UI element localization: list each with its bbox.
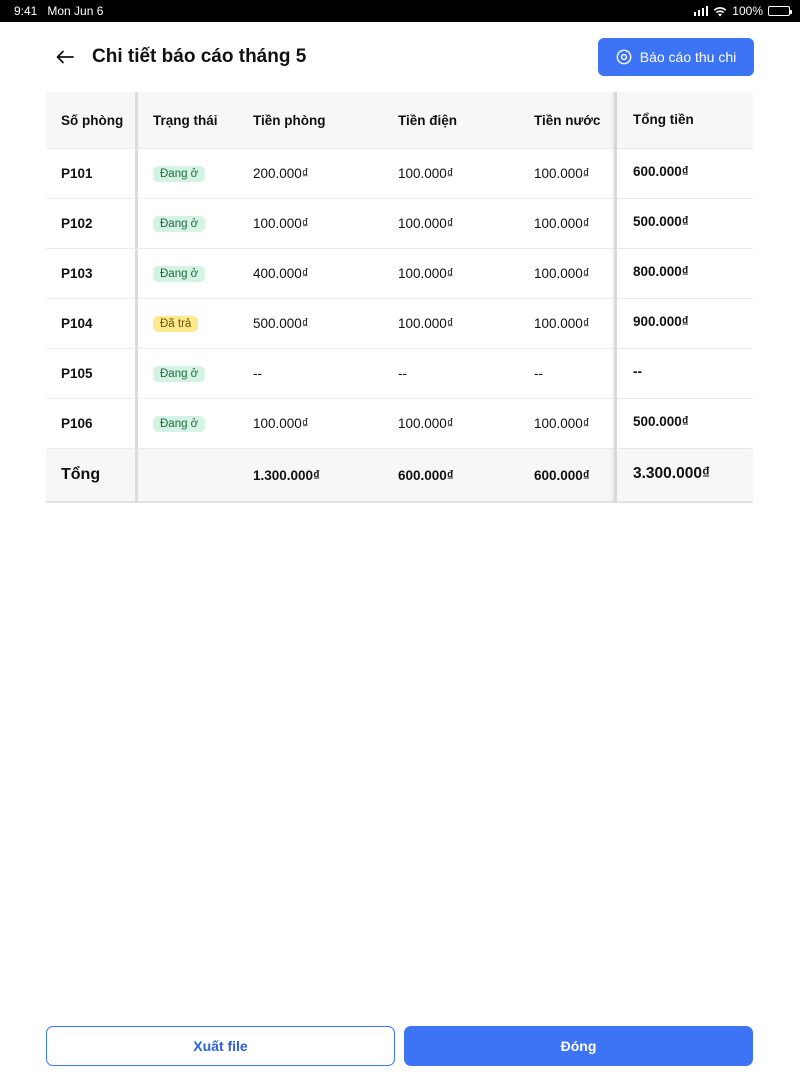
electric-cell: 100.000₫ (390, 299, 534, 349)
wifi-icon (713, 6, 727, 17)
electric-cell: 100.000₫ (390, 399, 534, 449)
status-cell (138, 349, 236, 399)
total-cell: -- (614, 349, 753, 399)
water-cell: 100.000₫ (534, 299, 614, 349)
total-cell: 500.000₫ (614, 399, 753, 449)
total-rent: 1.300.000₫ (236, 449, 390, 503)
electric-cell: 100.000₫ (390, 199, 534, 249)
arrow-left-icon (56, 50, 74, 64)
total-cell: 500.000₫ (614, 199, 753, 249)
rent-cell: 100.000₫ (236, 199, 390, 249)
status-badge: Đang ở (153, 266, 205, 282)
page-title: Chi tiết báo cáo tháng 5 (92, 46, 307, 67)
water-cell: 100.000₫ (534, 199, 614, 249)
water-cell: 100.000₫ (534, 149, 614, 199)
close-button[interactable]: Đóng (404, 1026, 753, 1066)
room-cell: P105 (46, 349, 138, 399)
rent-cell: -- (236, 349, 390, 399)
status-cell (138, 199, 236, 249)
room-cell: P106 (46, 399, 138, 449)
status-badge: Đang ở (153, 416, 205, 432)
status-badge: Đang ở (153, 216, 205, 232)
room-cell: P101 (46, 149, 138, 199)
table-row[interactable] (46, 199, 753, 249)
table-row[interactable] (46, 149, 753, 199)
status-badge: Đã trả (153, 316, 198, 332)
report-button-label: Báo cáo thu chi (639, 49, 737, 65)
status-date: Mon Jun 6 (47, 4, 104, 18)
rent-cell: 100.000₫ (236, 399, 390, 449)
rent-cell: 200.000₫ (236, 149, 390, 199)
report-table (46, 92, 753, 503)
total-water: 600.000₫ (534, 449, 614, 503)
status-bar (0, 0, 800, 22)
table-row[interactable] (46, 399, 753, 449)
rent-cell: 500.000₫ (236, 299, 390, 349)
signal-icon (694, 6, 709, 16)
total-electric: 600.000₫ (390, 449, 534, 503)
status-cell (138, 249, 236, 299)
eye-icon (616, 49, 632, 65)
column-header-total: Tổng tiền (614, 92, 753, 149)
back-button[interactable] (52, 44, 78, 70)
battery-icon (768, 6, 790, 16)
column-header-electric: Tiền điện (390, 92, 534, 149)
status-right (694, 4, 790, 18)
header (0, 22, 800, 92)
status-badge: Đang ở (153, 166, 205, 182)
room-cell: P104 (46, 299, 138, 349)
total-cell: 900.000₫ (614, 299, 753, 349)
water-cell: 100.000₫ (534, 249, 614, 299)
room-cell: P103 (46, 249, 138, 299)
column-header-status: Trạng thái (138, 92, 236, 149)
battery-percent: 100% (732, 4, 763, 18)
grand-total: 3.300.000₫ (614, 449, 753, 503)
room-cell: P102 (46, 199, 138, 249)
status-cell (138, 149, 236, 199)
electric-cell: -- (390, 349, 534, 399)
rent-cell: 400.000₫ (236, 249, 390, 299)
column-header-water: Tiền nước (534, 92, 614, 149)
report-button[interactable] (598, 38, 754, 76)
table-row[interactable] (46, 299, 753, 349)
total-status-empty (138, 449, 236, 503)
status-badge: Đang ở (153, 366, 205, 382)
status-time: 9:41 (14, 4, 38, 18)
table-header-row (46, 92, 753, 149)
total-label: Tổng (46, 449, 138, 503)
total-cell: 800.000₫ (614, 249, 753, 299)
status-cell (138, 399, 236, 449)
status-cell (138, 299, 236, 349)
water-cell: -- (534, 349, 614, 399)
total-cell: 600.000₫ (614, 149, 753, 199)
column-header-room: Số phòng (46, 92, 138, 149)
table-row[interactable] (46, 249, 753, 299)
electric-cell: 100.000₫ (390, 249, 534, 299)
electric-cell: 100.000₫ (390, 149, 534, 199)
column-header-rent: Tiền phòng (236, 92, 390, 149)
footer-actions (46, 1026, 753, 1066)
table-total-row (46, 449, 753, 503)
export-file-button[interactable]: Xuất file (46, 1026, 395, 1066)
table-row[interactable] (46, 349, 753, 399)
water-cell: 100.000₫ (534, 399, 614, 449)
